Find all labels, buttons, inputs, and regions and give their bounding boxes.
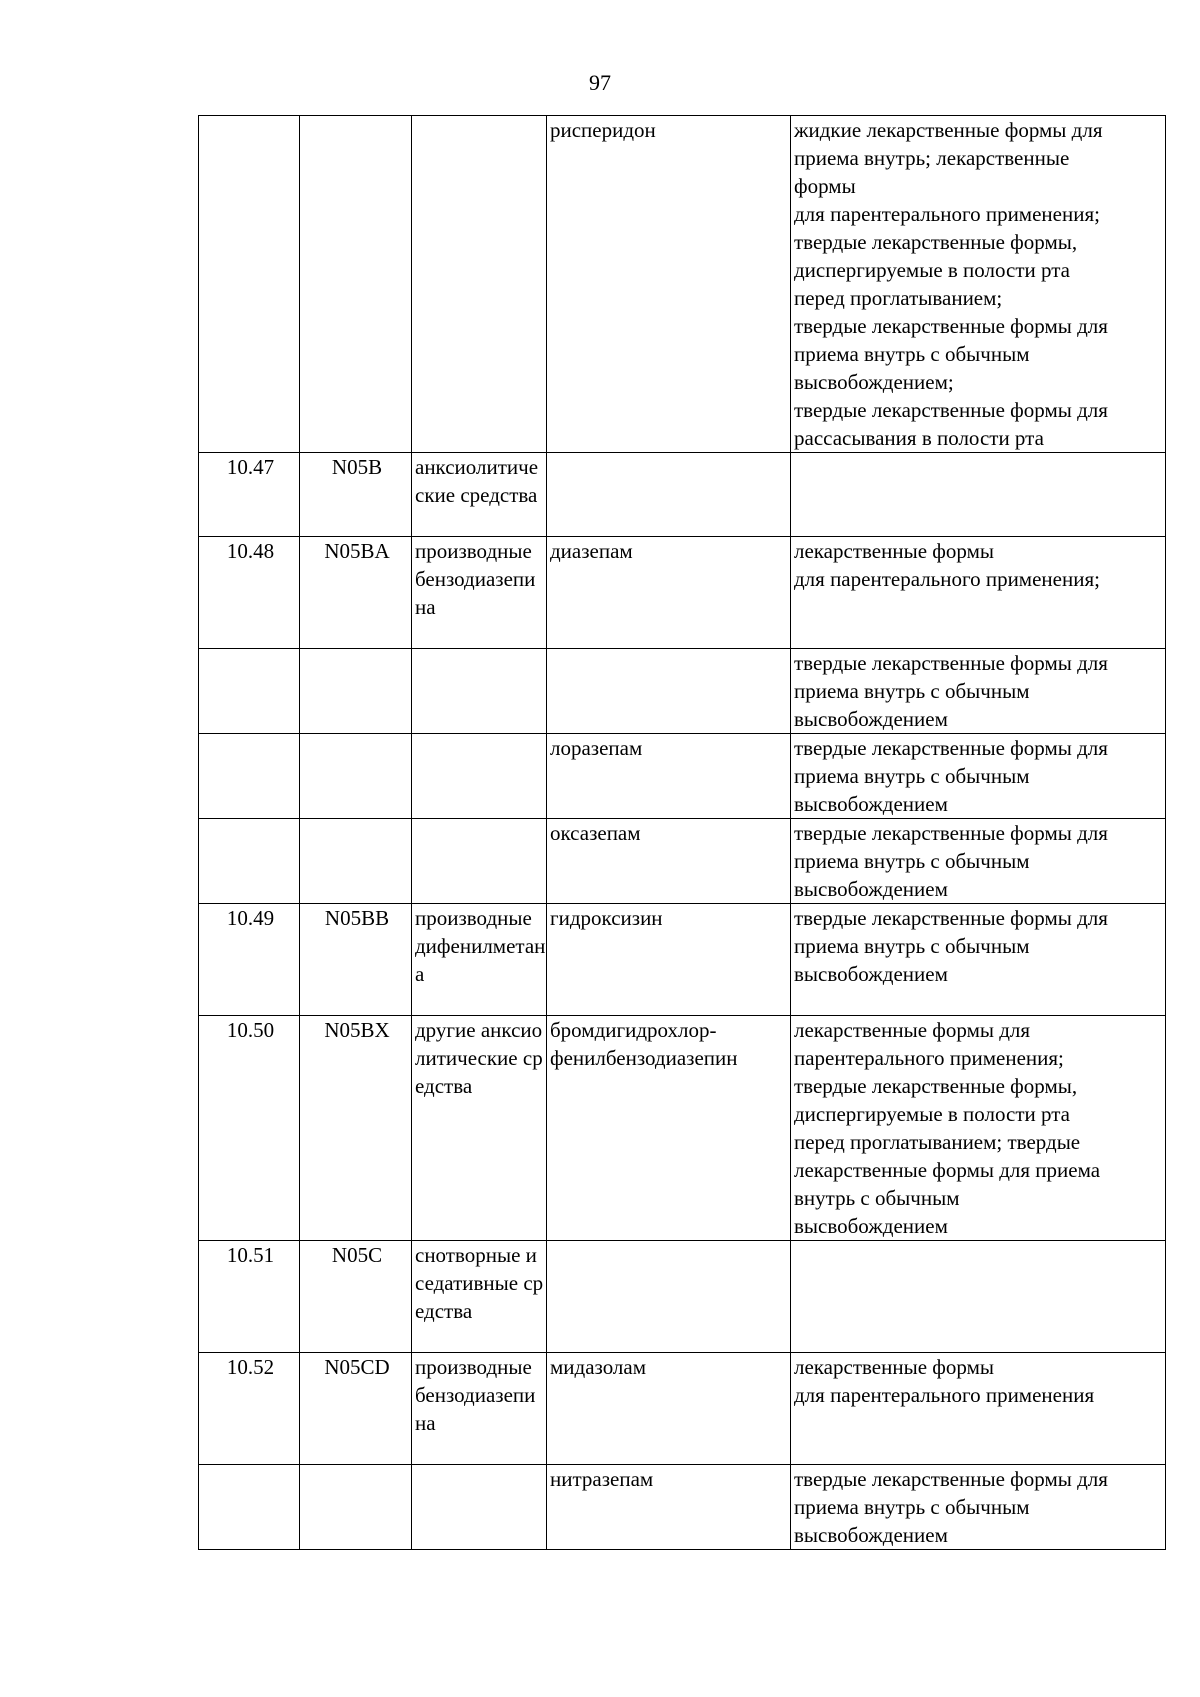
drug-name-cell: гидроксизин [547, 904, 791, 1016]
dosage-form-cell [791, 453, 1166, 537]
drug-name-cell: рисперидон [547, 116, 791, 453]
row-number-cell [199, 1465, 300, 1550]
drug-name-cell [547, 1241, 791, 1353]
row-number-cell: 10.49 [199, 904, 300, 1016]
table-row [199, 819, 1166, 904]
row-number-cell: 10.52 [199, 1353, 300, 1465]
row-number-cell: 10.47 [199, 453, 300, 537]
drug-name-cell: лоразепам [547, 734, 791, 819]
table-row [199, 1241, 1166, 1353]
table-row [199, 1016, 1166, 1241]
table-row [199, 453, 1166, 537]
group-cell [412, 116, 547, 453]
table-row [199, 904, 1166, 1016]
group-cell: анксиолитические средства [412, 453, 547, 537]
group-cell: производные бензодиазепина [412, 1353, 547, 1465]
atc-code-cell: N05B [300, 453, 412, 537]
drug-name-cell: оксазепам [547, 819, 791, 904]
atc-code-cell: N05C [300, 1241, 412, 1353]
table-row [199, 537, 1166, 649]
table-row [199, 649, 1166, 734]
group-cell [412, 734, 547, 819]
group-cell: производные дифенилметана [412, 904, 547, 1016]
group-cell [412, 649, 547, 734]
row-number-cell: 10.50 [199, 1016, 300, 1241]
dosage-form-cell: твердые лекарственные формы для приема внутрь с обычным высвобождением [791, 649, 1166, 734]
drug-name-cell: диазепам [547, 537, 791, 649]
atc-code-cell: N05BA [300, 537, 412, 649]
row-number-cell [199, 116, 300, 453]
drug-name-cell: мидазолам [547, 1353, 791, 1465]
drug-table [198, 115, 1166, 1550]
atc-code-cell [300, 819, 412, 904]
table-row [199, 1465, 1166, 1550]
drug-name-cell [547, 453, 791, 537]
table-row [199, 116, 1166, 453]
page-number: 97 [589, 70, 611, 95]
row-number-cell: 10.51 [199, 1241, 300, 1353]
row-number-cell: 10.48 [199, 537, 300, 649]
row-number-cell [199, 819, 300, 904]
dosage-form-cell: твердые лекарственные формы для приема внутрь с обычным высвобождением [791, 904, 1166, 1016]
drug-name-cell: нитразепам [547, 1465, 791, 1550]
table-row [199, 734, 1166, 819]
atc-code-cell [300, 649, 412, 734]
atc-code-cell: N05BX [300, 1016, 412, 1241]
dosage-form-cell: лекарственные формы для парентерального применения; твердые лекарственные формы, диспергируемые в полости рта перед проглатыванием; твердые лекарственные формы для приема внутрь с обычным высвобождением [791, 1016, 1166, 1241]
dosage-form-cell: лекарственные формы для парентерального применения [791, 1353, 1166, 1465]
group-cell: производные бензодиазепина [412, 537, 547, 649]
atc-code-cell: N05BB [300, 904, 412, 1016]
dosage-form-cell: твердые лекарственные формы для приема внутрь с обычным высвобождением [791, 1465, 1166, 1550]
group-cell: снотворные и седативные средства [412, 1241, 547, 1353]
dosage-form-cell: твердые лекарственные формы для приема внутрь с обычным высвобождением [791, 819, 1166, 904]
group-cell [412, 1465, 547, 1550]
table-row [199, 1353, 1166, 1465]
atc-code-cell [300, 1465, 412, 1550]
atc-code-cell [300, 116, 412, 453]
row-number-cell [199, 734, 300, 819]
group-cell: другие анксиолитические средства [412, 1016, 547, 1241]
dosage-form-cell: твердые лекарственные формы для приема внутрь с обычным высвобождением [791, 734, 1166, 819]
group-cell [412, 819, 547, 904]
drug-name-cell: бромдигидрохлор- фенилбензодиазепин [547, 1016, 791, 1241]
atc-code-cell: N05CD [300, 1353, 412, 1465]
dosage-form-cell [791, 1241, 1166, 1353]
dosage-form-cell: лекарственные формы для парентерального применения; [791, 537, 1166, 649]
row-number-cell [199, 649, 300, 734]
drug-name-cell [547, 649, 791, 734]
atc-code-cell [300, 734, 412, 819]
dosage-form-cell: жидкие лекарственные формы для приема внутрь; лекарственные формы для парентерального применения; твердые лекарственные формы, диспергируемые в полости рта перед проглатыванием; твердые лекарственные формы для приема внутрь с обычным высвобождением; твердые лекарственные формы для рассасывания в полости рта [791, 116, 1166, 453]
